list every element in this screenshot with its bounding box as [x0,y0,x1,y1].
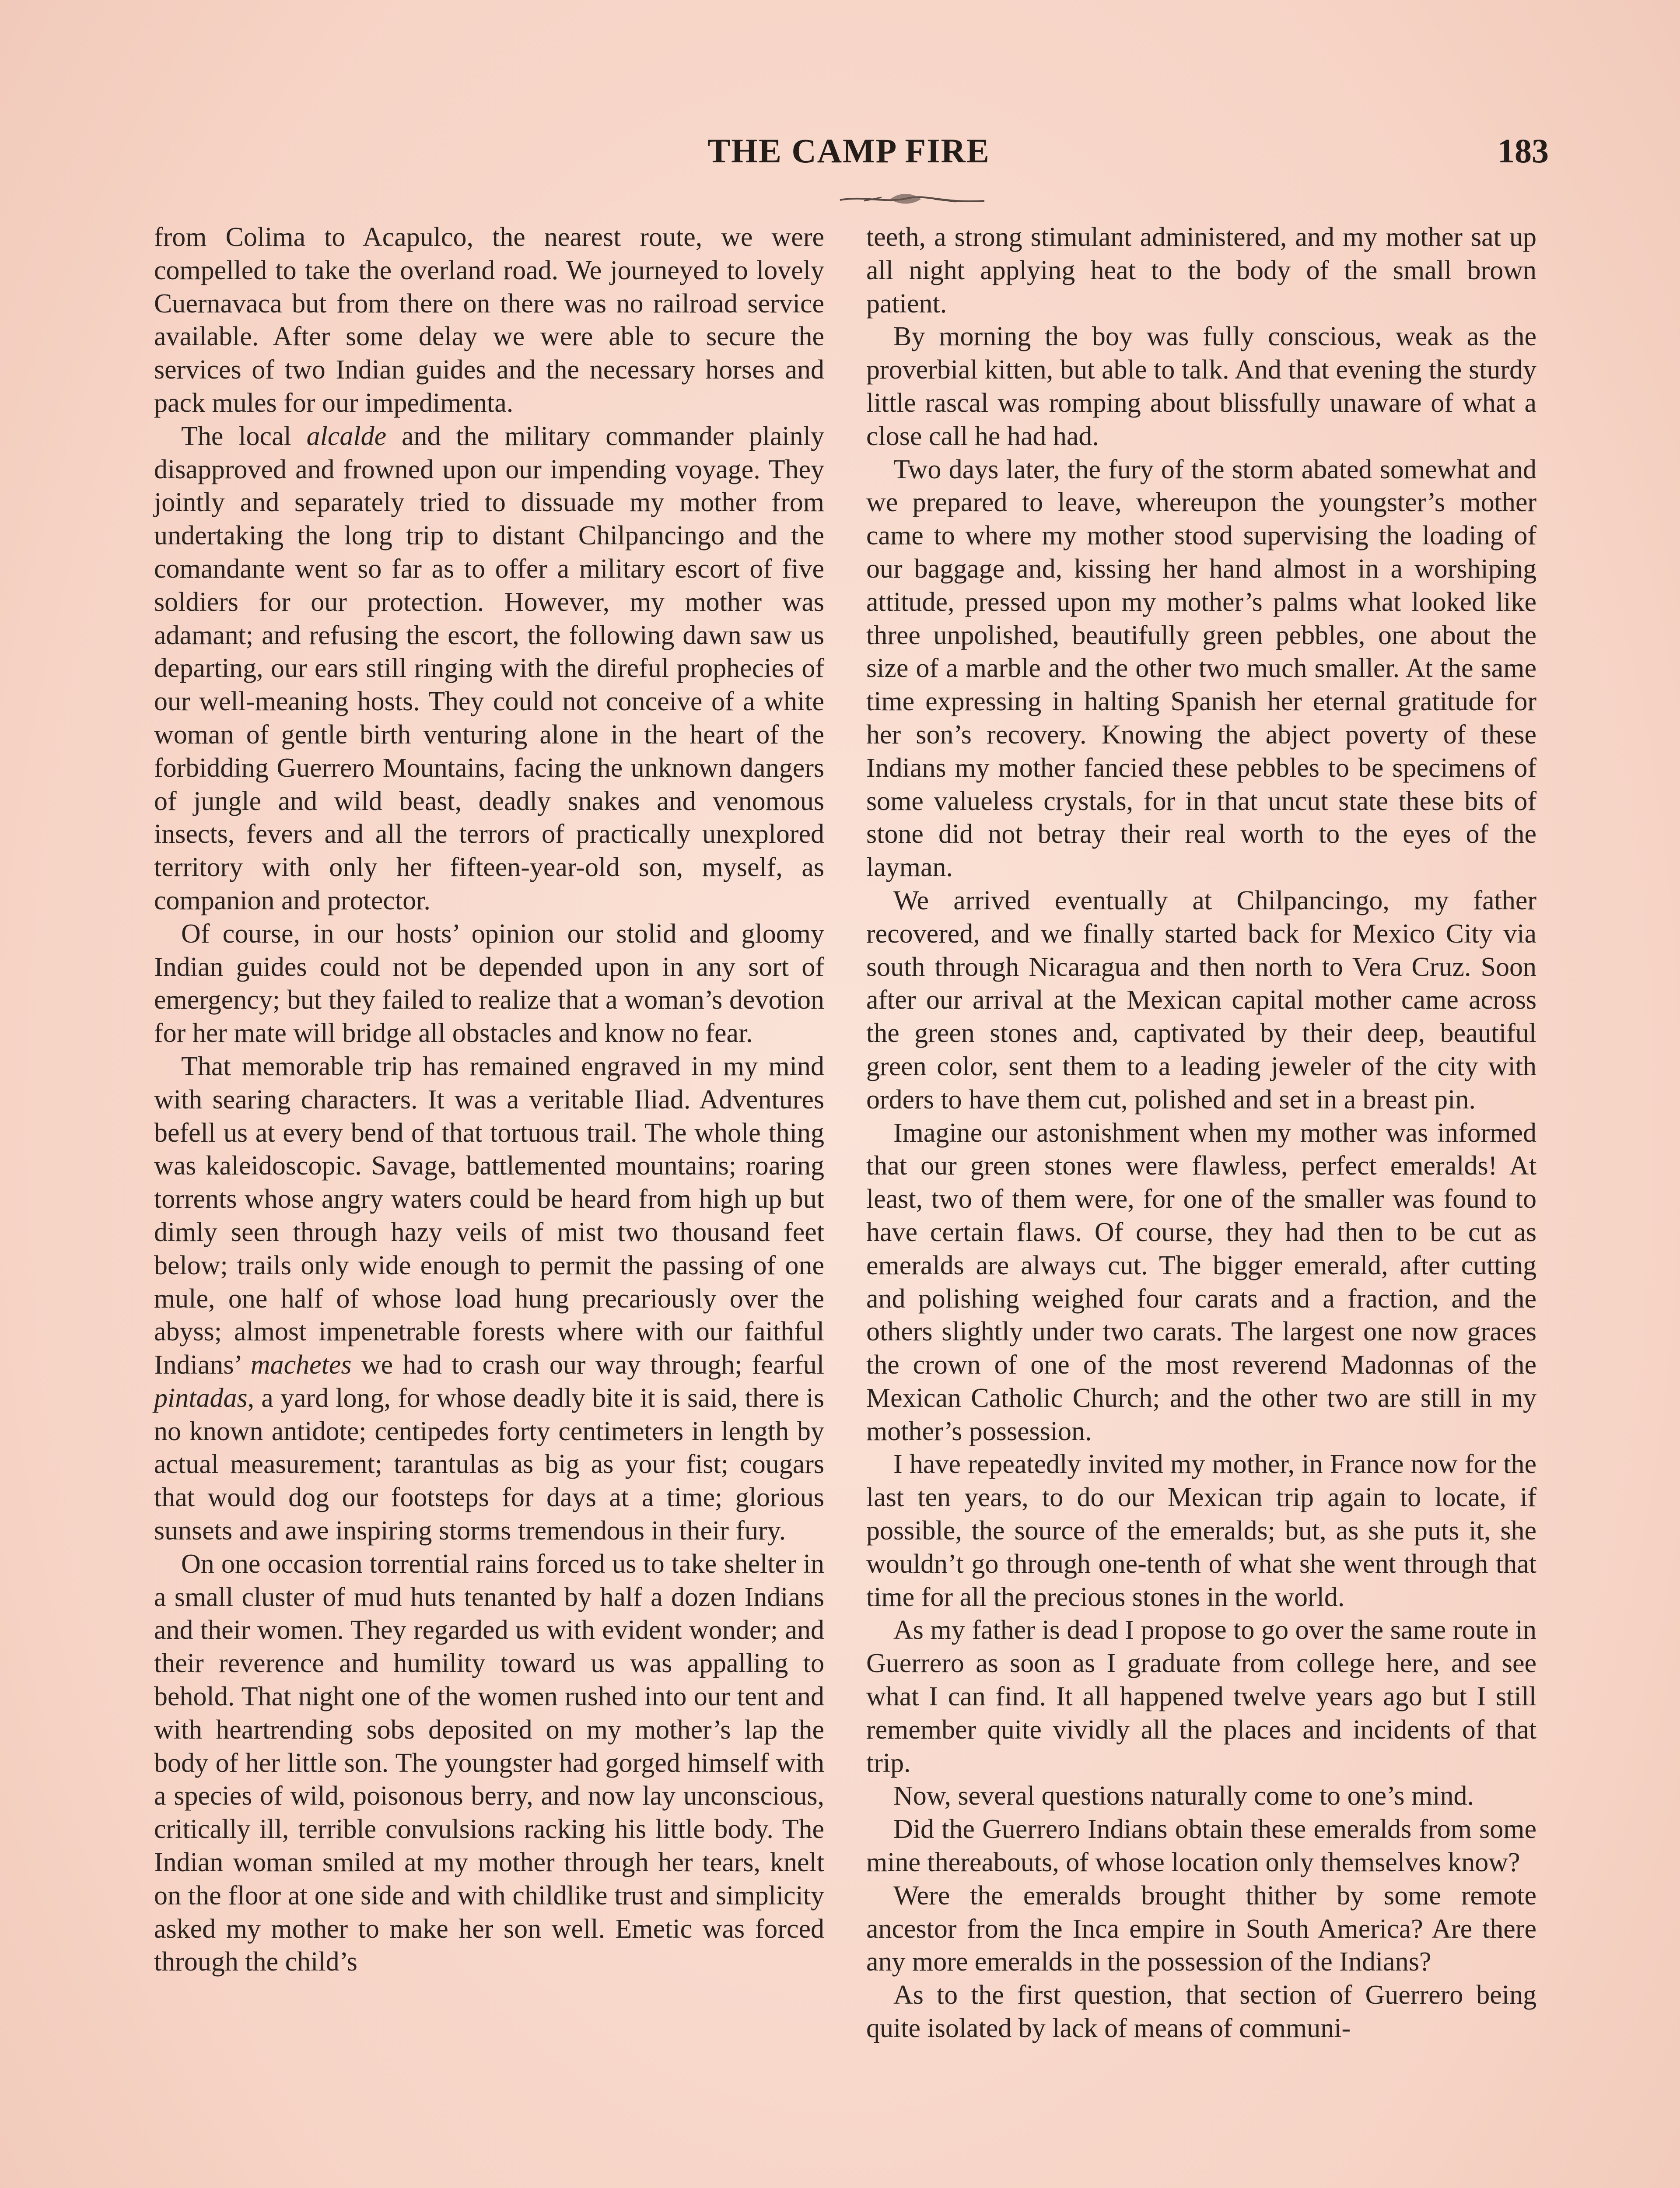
running-title: THE CAMP FIRE [707,132,990,170]
paragraph: That memorable trip has remained engraved in my mind with searing characters. It was a veritable Iliad. Adventures befell us at every bend of that tortuous trail. The whole thing was kaleidoscopic. Savage, battlemented mountains; roaring torrents whose angry waters could be heard from high up but dimly seen through hazy veils of mist two thousand feet below; trails only wide enough to permit the passing of one mule, one half of whose load hung precariously over the abyss; almost impenetrable forests where with our faithful Indians’ machetes we had to crash our way through; fearful pintadas, a yard long, for whose deadly bite it is said, there is no known antidote; centipedes forty centimeters in length by actual measurement; tarantulas as big as your fist; cougars that would dog our footsteps for days at a time; glorious sunsets and awe inspiring storms tremendous in their fury. [154,1051,824,1546]
paragraph: from Colima to Acapulco, the nearest route, we were compelled to take the overland road. We journeyed to lovely Cuernavaca but from there on there was no railroad service available. After some delay we were able to secure the services of two Indian guides and the necessary horses and pack mules for our impedimenta. [154,222,824,418]
paragraph: We arrived eventually at Chilpancingo, my father recovered, and we finally started back for Mexico City via south through Nicaragua and then north to Vera Cruz. Soon after our arrival at the Mexican capital mother came across the green stones and, captivated by their deep, beautiful green color, sent them to a leading jeweler of the city with orders to have them cut, polished and set in a breast pin. [866,885,1536,1115]
page-number: 183 [1498,132,1549,170]
page-header [149,131,1549,184]
paragraph: Imagine our astonishment when my mother was informed that our green stones were flawless, perfect emeralds! At least, two of them were, for one of the smaller was found to have certain flaws. Of course, they had then to be cut as emeralds are always cut. The bigger emerald, after cutting and polishing weighed four carats and a fraction, and the others slightly under two carats. The largest one now graces the crown of one of the most reverend Madonnas of the Mexican Catholic Church; and the other two are still in my mother’s possession. [866,1118,1536,1446]
article-body [154,221,1547,2188]
paragraph: teeth, a strong stimulant administered, and my mother sat up all night applying heat to the body of the small brown patient. [866,222,1536,319]
paragraph: Of course, in our hosts’ opinion our stolid and gloomy Indian guides could not be depended upon in any sort of emergency; but they failed to realize that a woman’s devotion for her mate will bridge all obstacles and know no fear. [154,919,824,1048]
right-column [866,221,1536,2188]
paragraph: Were the emeralds brought thither by some remote ancestor from the Inca empire in South America? Are there any more emeralds in the possession of the Indians? [866,1880,1536,1977]
paragraph: The local alcalde and the military commander plainly disapproved and frowned upon our impending voyage. They jointly and separately tried to dissuade my mother from undertaking the long trip to distant Chilpancingo and the comandante went so far as to offer a military escort of five soldiers for our protection. However, my mother was adamant; and refusing the escort, the following dawn saw us departing, our ears still ringing with the direful prophecies of our well-meaning hosts. They could not conceive of a white woman of gentle birth venturing alone in the heart of the forbidding Guerrero Mountains, facing the unknown dangers of jungle and wild beast, deadly snakes and venomous insects, fevers and all the terrors of practically unexplored territory with only her fifteen-year-old son, myself, as companion and protector. [154,421,824,915]
paragraph: On one occasion torrential rains forced us to take shelter in a small cluster of mud huts tenanted by half a dozen Indians and their women. They regarded us with evident wonder; and their reverence and humility toward us was appalling to behold. That night one of the women rushed into our tent and with heartrending sobs deposited on my mother’s lap the body of her little son. The youngster had gorged himself with a species of wild, poisonous berry, and now lay unconscious, critically ill, terrible convulsions racking his little body. The Indian woman smiled at my mother through her tears, knelt on the floor at one side and with childlike trust and simplicity asked my mother to make her son well. Emetic was forced through the child’s [154,1549,824,1977]
paragraph: By morning the boy was fully conscious, weak as the proverbial kitten, but able to talk. And that evening the sturdy little rascal was romping about blissfully unaware of what a close call he had had. [866,322,1536,451]
paragraph: As to the first question, that section of Guerrero being quite isolated by lack of means of communi- [866,1980,1536,2044]
header-ornament-icon [838,186,987,212]
paragraph: Now, several questions naturally come to one’s mind. [893,1781,1474,1811]
paragraph: Two days later, the fury of the storm abated somewhat and we prepared to leave, whereupon the youngster’s mother came to where my mother stood supervising the loading of our baggage and, kissing her hand almost in a worshiping attitude, pressed upon my mother’s palms what looked like three unpolished, beautifully green pebbles, one about the size of a marble and the other two much smaller. At the same time expressing in halting Spanish her eternal gratitude for her son’s recovery. Knowing the abject poverty of these Indians my mother fancied these pebbles to be specimens of some valueless crystals, for in that uncut state these bits of stone did not betray their real worth to the eyes of the layman. [866,454,1536,883]
left-column [154,221,824,2188]
paragraph: As my father is dead I propose to go over the same route in Guerrero as soon as I graduate from college here, and see what I can find. It all happened twelve years ago but I still remember quite vividly all the places and incidents of that trip. [866,1615,1536,1778]
paragraph: I have repeatedly invited my mother, in France now for the last ten years, to do our Mexican trip again to locate, if possible, the source of the emeralds; but, as she puts it, she wouldn’t go through one-tenth of what she went through that time for all the precious stones in the world. [866,1449,1536,1612]
paragraph: Did the Guerrero Indians obtain these emeralds from some mine thereabouts, of whose location only themselves know? [866,1814,1536,1878]
